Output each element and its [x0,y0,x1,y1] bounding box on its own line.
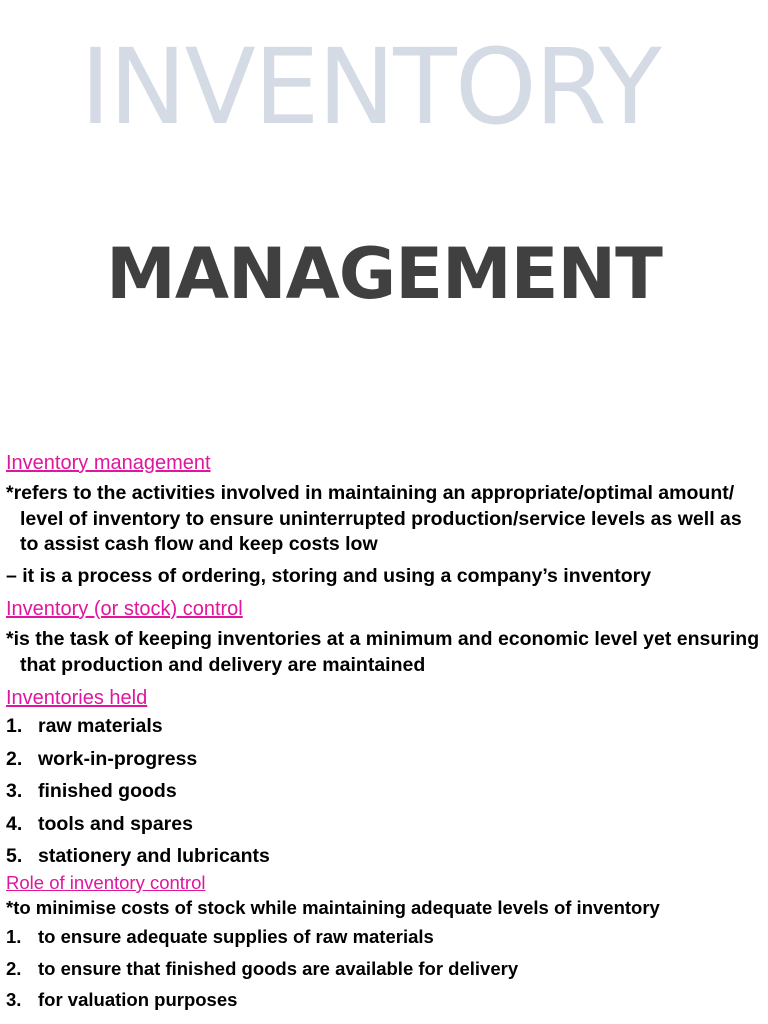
list-text: finished goods [38,780,177,802]
list-number: 4. [6,812,23,835]
heading-inventories-held: Inventories held [6,687,148,709]
list-text: tools and spares [38,812,193,835]
list-number: 5. [6,845,23,866]
list-item [6,710,762,743]
list-text: work-in-progress [38,747,198,770]
list-text: to ensure adequate supplies of raw materials [38,926,434,947]
list-item [6,984,762,1016]
list-text: stationery and lubricants [38,845,270,866]
list-number: 3. [6,780,23,802]
list-text: to ensure that finished goods are available for delivery [38,957,519,979]
list-text: for valuation purposes [38,989,238,1010]
section-role-of-inventory-control [6,871,762,1016]
list-number: 2. [6,747,23,770]
heading-inventory-management: Inventory management [6,452,211,474]
process-paragraph: – it is a process of ordering, storing and using a company’s inventory [6,564,652,587]
section-inventories-held [6,686,762,866]
heading-role-of-inventory-control: Role of inventory control [6,872,206,893]
list-number: 2. [6,957,22,979]
list-item [6,775,762,808]
list-text: raw materials [38,715,163,737]
section-inventory-management [6,451,762,589]
list-number: 3. [6,989,22,1010]
control-paragraph: *is the task of keeping inventories at a minimum and economic level yet ensuring that production and delivery are maintained [6,628,760,676]
heading-inventory-control: Inventory (or stock) control [6,598,243,620]
section-inventory-control [6,597,762,678]
title-inventory: INVENTORY [80,26,660,148]
definition-paragraph: *refers to the activities involved in maintaining an appropriate/optimal amount/ level of inventory to ensure uninterrupted production/service levels as well as to assist cash flow and keep costs low [6,482,742,555]
list-item [6,808,762,841]
list-item [6,743,762,776]
role-intro: *to minimise costs of stock while maintaining adequate levels of inventory [6,897,660,918]
list-item [6,953,762,985]
title-management: MANAGEMENT [106,233,662,315]
list-item [6,921,762,953]
list-number: 1. [6,715,23,737]
list-item [6,840,762,866]
list-number: 1. [6,926,22,947]
